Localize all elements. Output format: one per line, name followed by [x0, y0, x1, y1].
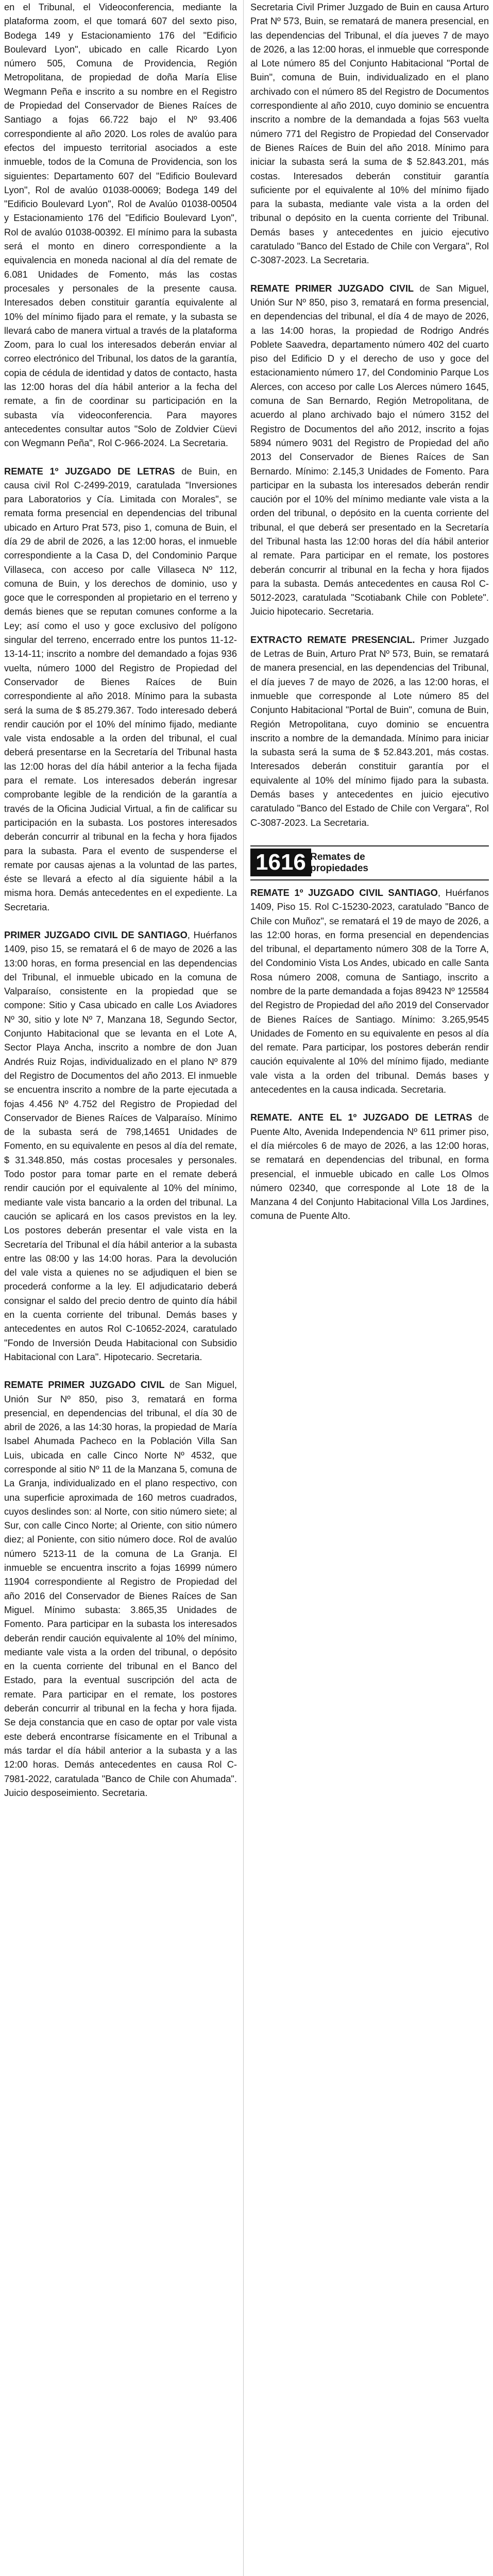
section-label-line2: propiedades [310, 862, 368, 874]
notice-body: de Buin, en causa civil Rol C-2499-2019, caratulada "Inversiones para Laboratorios y Cía. Limitada con Morales", se remata forma presencial en dependencias del tribunal ubicado en Arturo Prat 573, piso 1, comuna de Buin, el día 29 de abril de 2026, a las 12:00 horas, el inmueble correspondiente a la Casa D, del Condominio Parque Villaseca, con acceso por calle Villaseca Nº 112, comuna de Buin, y los derechos de dominio, uso y goce que le corresponden al propietario en el terreno y demás bienes que se reputan comunes conforme a la Ley; así como el uso y goce exclusivo del polígono singular del terreno, encerrado entre los puntos 11-12-13-14-11; inscrito a nombre del demandado a fojas 936 vuelta, número 1000 del Registro de Propiedad del Conservador de Bienes Raíces de Buin correspondiente al año 2018. Mínimo para la subasta será la suma de $ 85.279.367. Todo interesado deberá rendir caución por el 10% del mínimo fijado, mediante vale vista endosable a la orden del tribunal, el cual deberá presentarse en la Secretaría del Tribunal hasta las 12:00 horas del día hábil anterior a la fecha fijada para el remate. Los interesados deberán ingresar comprobante legible de la rendición de la garantía a través de la Oficina Judicial Virtual, a fin de calificar su participación en la subasta. Los postores interesados deberán concurrir al tribunal en la fecha y hora fijados para la subasta. Para el evento de suspenderse el remate por causas ajenas a la voluntad de las partes, éste se llevará a efecto al día siguiente hábil a la misma hora. Demás antecedentes en el expediente. La Secretaria. [4, 465, 237, 912]
notice-heading: REMATE. ANTE EL 1º JUZGADO DE LETRAS [250, 1112, 472, 1123]
notice [4, 464, 237, 914]
column-rule [243, 0, 244, 2576]
notice [4, 1378, 237, 1800]
notice-heading: PRIMER JUZGADO CIVIL DE SANTIAGO [4, 929, 188, 940]
notice [250, 281, 489, 619]
section-label-line1: Remates de [310, 851, 365, 862]
notice [250, 1110, 489, 1223]
notice-body: Primer Juzgado de Letras de Buin, Arturo Prat Nº 573, Buin, se rematará de manera presencial, en las dependencias del Tribunal, el día jueves 7 de mayo de 2026, a las 12:00 horas, el inmueble que corresponde al Lote número 85 del Conjunto Habitacional "Portal de Buin", comuna de Buin, Región Metropolitana, cuyo dominio se encuentra inscrito a nombre de la demandada. Mínimo para iniciar la subasta será la suma de $ 52.843.201, más costas. Interesados deberán constituir garantía por el equivalente al 10% del mínimo fijado para la subasta. Demás bases y antecedentes en juicio ejecutivo caratulado "Banco del Estado de Chile con Vergara", Rol C-3087-2023. La Secretaria. [250, 634, 489, 828]
notice-body: de San Miguel, Unión Sur Nº 850, piso 3, rematará en forma presencial, en dependencias del tribunal, el día 4 de mayo de 2026, a las 14:00 horas, la propiedad de Rodrigo Andrés Poblete Saavedra, departamento número 402 del cuarto piso del Edificio D y el derecho de uso y goce del estacionamiento número 17, del Condominio Parque Los Alerces, con acceso por calle Los Alerces número 1645, comuna de San Bernardo, Región Metropolitana, de acuerdo al plano archivado bajo el número 3152 del Registro de Documentos del año 2012, inscrito a fojas 5894 número 9031 del Registro de Propiedad del año 2013 del Conservador de Bienes Raíces de San Bernardo. Mínimo: 2.145,3 Unidades de Fomento. Para participar en la subasta los interesados deberán rendir caución por el 10% del mínimo mediante vale vista a la orden del tribunal, o depósito en la cuenta corriente del tribunal, el que deberá ser presentado en la Secretaría del Tribunal hasta las 12:00 horas del día hábil anterior al remate. Para participar en el remate, los postores deberán concurrir al tribunal en la fecha y hora fijados para la subasta. Demás antecedentes en causa Rol C-5012-2023, caratulada "Scotiabank Chile con Poblete". Juicio hipotecario. Secretaria. [250, 282, 489, 617]
notice-heading: REMATE 1º JUZGADO DE LETRAS [4, 465, 175, 477]
section-banner [250, 845, 489, 880]
notice-text: Secretaria Civil Primer Juzgado de Buin en causa Arturo Prat Nº 573, Buin, se rematará de manera presencial, en las dependencias del Tribunal, el día jueves 7 de mayo de 2026, a las 12:00 horas, el inmueble que corresponde al Lote número 85 del Conjunto Habitacional "Portal de Buin", comuna de Buin, individualizado en el plano archivado con el número 85 del Registro de Documentos correspondiente al año 2010, cuyo dominio se encuentra inscrito a nombre de la demandada a fojas 563 vuelta número 771 del Registro de Propiedad del Conservador de Bienes Raíces de Buin del año 2018. Mínimo para iniciar la subasta será la suma de $ 52.843.201, más costas. Interesados deberán constituir garantía suficiente por el equivalente al 10% del mínimo fijado para la subasta, mediante vale vista a la orden del tribunal o depósito en la cuenta corriente del Tribunal. Demás bases y antecedentes en juicio ejecutivo caratulado "Banco del Estado de Chile con Vergara", Rol C-3087-2023. La Secretaria. [250, 2, 489, 266]
notice [250, 886, 489, 1096]
section-number: 1616 [250, 849, 311, 876]
section-label [310, 852, 368, 874]
notice-heading: REMATE 1º JUZGADO CIVIL SANTIAGO [250, 887, 438, 898]
notice-heading: REMATE PRIMER JUZGADO CIVIL [250, 282, 414, 294]
notice-body: de Puente Alto, Avenida Independencia Nº 611 primer piso, el día miércoles 6 de mayo de 2026, a las 12:00 horas, se rematará en dependencias del tribunal, en forma presencial, el inmueble ubicado en calle Los Olmos número 02340, que corresponde al Lote 18 de la Manzana 4 del Conjunto Habitacional Villa Los Jardines, comuna de Puente Alto. [250, 1112, 489, 1222]
notice-body: , Huérfanos 1409, Piso 15. Rol C-15230-2023, caratulado "Banco de Chile con Muñoz", se rematará el 19 de mayo de 2026, a las 12:00 horas, en forma presencial en dependencias del tribunal, el departamento número 308 de la Torre A, del Condominio Vista Los Andes, ubicado en calle Santa Rosa número 2008, comuna de Santiago, inscrito a nombre de la parte demandada a fojas 89423 Nº 125584 del Registro de Propiedad del año 2019 del Conservador de Bienes Raíces de Santiago. Mínimo: 3.265,9545 Unidades de Fomento en su equivalente en pesos al día del remate. Para participar, los postores deberán rendir caución equivalente al 10% del mínimo fijado, mediante vale vista a la orden del tribunal. Demás bases y antecedentes en la causa indicada. Secretaria. [250, 887, 489, 1095]
notice-body: de San Miguel, Unión Sur Nº 850, piso 3, rematará en forma presencial, en dependencias del tribunal, el día 30 de abril de 2026, a las 14:30 horas, la propiedad de María Isabel Ahumada Pacheco en la Población Villa San Luis, ubicada en calle Cinco Norte Nº 4532, que corresponde al sitio Nº 11 de la Manzana 5, comuna de La Granja, individualizado en el plano respectivo, con una superficie aproximada de 160 metros cuadrados, cuyos deslindes son: al Norte, con sitio número siete; al Sur, con calle Cinco Norte; al Oriente, con sitio número diez; al Poniente, con sitio número doce. Rol de avalúo número 5213-11 de la comuna de La Granja. El inmueble se encuentra inscrito a fojas 16999 número 11904 correspondiente al Registro de Propiedad del año 2016 del Conservador de Bienes Raíces de San Miguel. Mínimo subasta: 3.865,35 Unidades de Fomento. Para participar en la subasta los interesados deberán rendir caución equivalente al 10% del mínimo, mediante vale vista a la orden del tribunal, o depósito en la cuenta corriente del tribunal en el Banco del Estado, para la eventual suscripción del acta de remate. Para participar en el remate, los postores deberán concurrir al tribunal en la fecha y hora fijada. Se deja constancia que en caso de optar por vale vista este deberá encontrarse físicamente en el Tribunal a más tardar el día hábil anterior a la subasta y a las 12:00 horas. Demás antecedentes en causa Rol C-7981-2022, caratulada "Banco de Chile con Ahumada". Juicio desposeimiento. Secretaria. [4, 1379, 237, 1798]
left-column [4, 0, 237, 2576]
notice-text: en el Tribunal, el Videoconferencia, mediante la plataforma zoom, el que tomará 607 del sexto piso, Bodega 149 y Estacionamiento 176 del "Edificio Boulevard Lyon", ubicado en calle Ricardo Lyon número 505, Comuna de Providencia, Región Metropolitana, de propiedad de doña María Elise Wegmann Peña e inscrito a su nombre en el Registro de Propiedad del Conservador de Bienes Raíces de Santiago a fojas 66.722 bajo el Nº 93.406 correspondiente al año 2020. Los roles de avalúo para efectos del impuesto territorial asociados a este inmueble, todos de la Comuna de Providencia, son los siguientes: Departamento 607 del "Edificio Boulevard Lyon", Rol de avalúo 01038-00069; Bodega 149 del "Edificio Boulevard Lyon", Rol de Avalúo 01038-00504 y Estacionamiento 176 del "Edificio Boulevard Lyon", Rol de avalúo 01038-00392. El mínimo para la subasta será el monto en dinero correspondiente a la equivalencia en moneda nacional al día del remate de 6.081 Unidades de Fomento, más las costas procesales y personales de la presente causa. Interesados deben constituir garantía equivalente al 10% del mínimo fijado para el remate, y la subasta se llevará cabo de manera virtual a través de la plataforma Zoom, para lo cual los interesados deberán enviar al correo electrónico del Tribunal, los datos de la garantía, copia de cédula de identidad y datos de contacto, hasta las 12:00 horas del día hábil anterior a la fecha del remate, a fin de coordinar su participación en la subasta vía videoconferencia. Para mayores antecedentes consultar autos "Solo de Zoldvier Cüevi con Wegmann Peña", Rol C-966-2024. La Secretaria. [4, 2, 237, 449]
notice-body: , Huérfanos 1409, piso 15, se rematará el 6 de mayo de 2026 a las 13:00 horas, en forma presencial en las dependencias del Tribunal, el inmueble ubicado en la comuna de Valparaíso, consistente en la propiedad que se compone: Sitio y Casa ubicado en calle Los Aviadores Nº 30, sitio y lote Nº 7, Manzana 18, Segundo Sector, Conjunto Habitacional que se levanta en el Lote A, Sector Playa Ancha, inscrito a nombre de don Juan Andrés Ruiz Rojas, individualizado en el plano Nº 879 del Registro de Documentos del año 2013. El inmueble se encuentra inscrito a nombre de la parte ejecutada a fojas 4.456 Nº 4.752 del Registro de Propiedad del Conservador de Bienes Raíces de Valparaíso. Mínimo de la subasta será de 798,14651 Unidades de Fomento, en su equivalente en pesos al día del remate, $ 31.348.850, más costas procesales y personales. Todo postor para tomar parte en el remate deberá rendir caución por el equivalente al 10% del mínimo, mediante vale vista bancario a la orden del tribunal. La caución se aplicará en los casos previstos en la ley. Los postores deberán presentar el vale vista en la Secretaría del Tribunal el día hábil anterior a la subasta entre las 08:00 y las 14:00 horas. Para la devolución del vale vista a quienes no se adjudiquen el bien se procederá conforme a la ley. El adjudicatario deberá consignar el saldo del precio dentro de quinto día hábil en la cuenta corriente del tribunal. Demás bases y antecedentes en autos Rol C-10652-2024, caratulado "Fondo de Inversión Deuda Habitacional con Subsidio Habitacional con Lara". Hipotecario. Secretaria. [4, 929, 237, 1362]
notice [4, 928, 237, 1364]
notice [250, 633, 489, 829]
notice-heading: REMATE PRIMER JUZGADO CIVIL [4, 1379, 165, 1391]
notice-heading: EXTRACTO REMATE PRESENCIAL. [250, 634, 415, 645]
right-column [250, 0, 489, 2576]
